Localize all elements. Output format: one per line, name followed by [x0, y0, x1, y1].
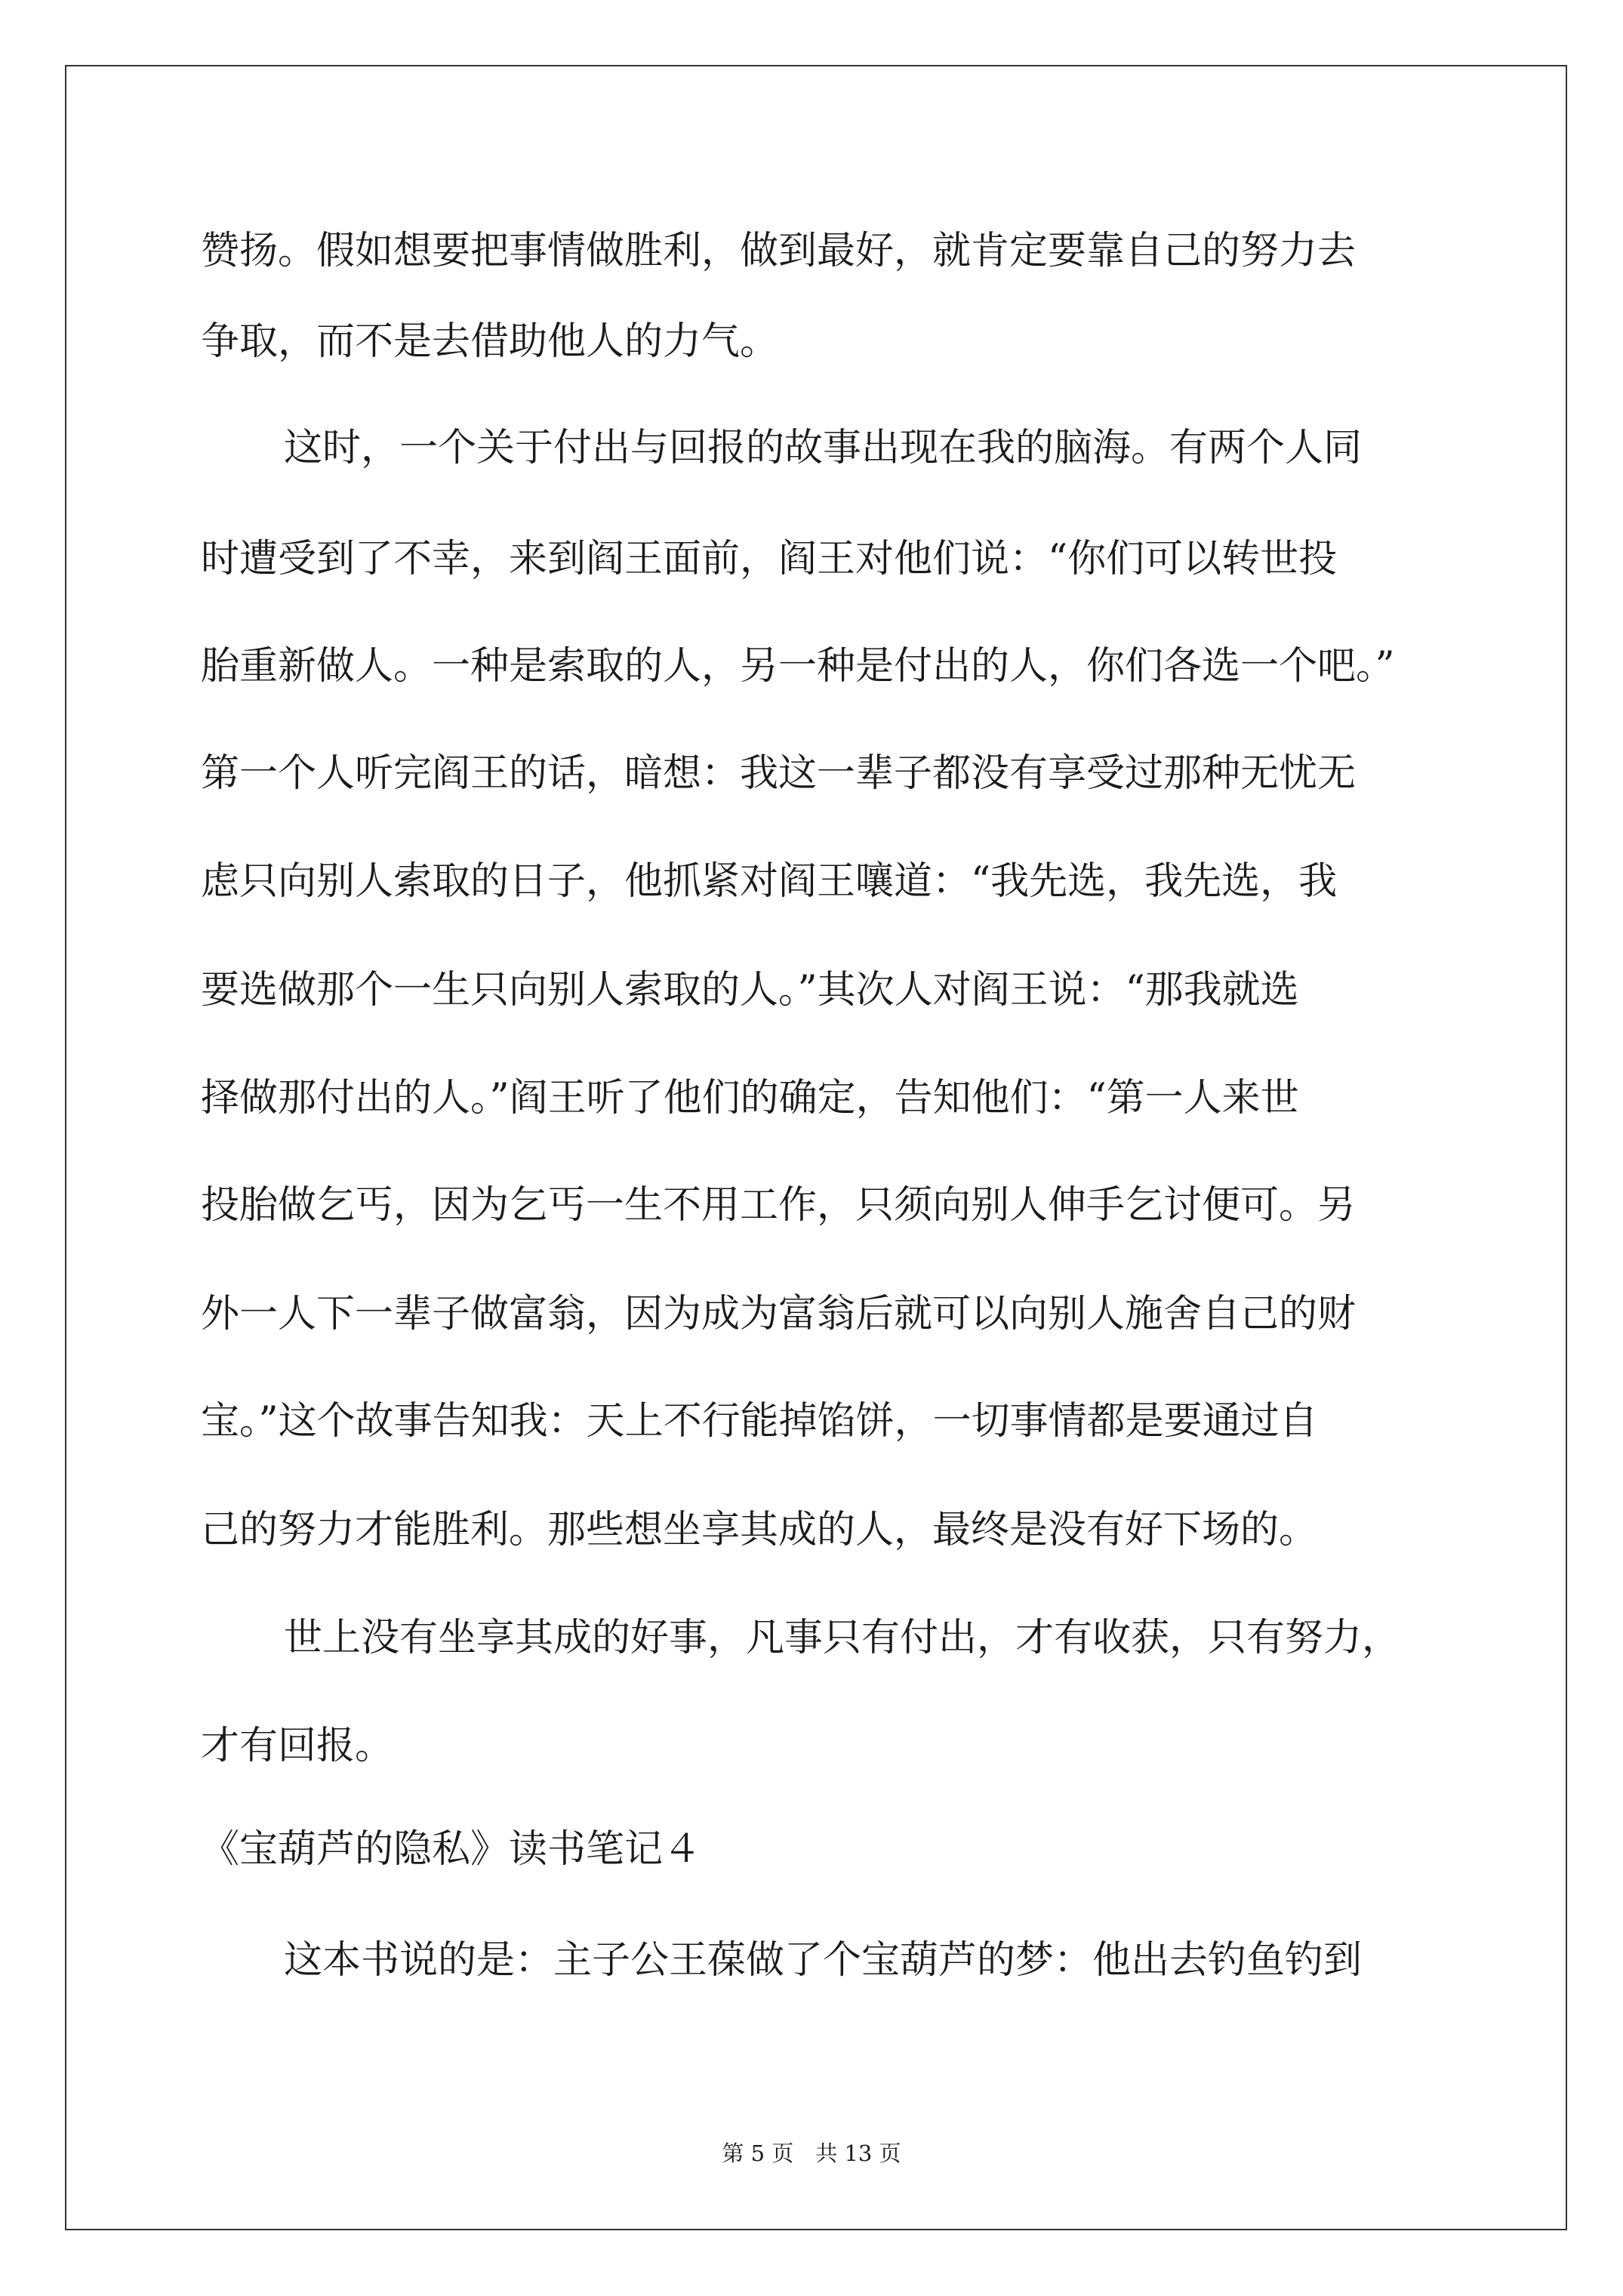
page-border — [65, 65, 1567, 2230]
text-line: 赞扬。假如想要把事情做胜利，做到最好，就肯定要靠自己的努力去 — [201, 229, 1357, 273]
text-line: 宝。”这个故事告知我：天上不行能掉馅饼，一切事情都是要通过自 — [201, 1399, 1318, 1444]
text-line: 外一人下一辈子做富翁，因为成为富翁后就可以向别人施舍自己的财 — [201, 1292, 1357, 1336]
text-line: 胎重新做人。一种是索取的人，另一种是付出的人，你们各选一个吧。” — [201, 644, 1395, 689]
text-line: 要选做那个一生只向别人索取的人。”其次人对阎王说：“那我就选 — [201, 968, 1299, 1012]
text-line: 己的努力才能胜利。那些想坐享其成的人，最终是没有好下场的。 — [201, 1508, 1318, 1552]
text-line: 争取，而不是去借助他人的力气。 — [201, 319, 779, 364]
text-line: 才有回报。 — [201, 1724, 394, 1768]
text-line: 时遭受到了不幸，来到阎王面前，阎王对他们说：“你们可以转世投 — [201, 537, 1338, 581]
text-line: 第一个人听完阎王的话，暗想：我这一辈子都没有享受过那种无忧无 — [201, 751, 1357, 796]
page-number-footer: 第 5 页 共 13 页 — [722, 2140, 901, 2166]
section-heading: 《宝葫芦的隐私》读书笔记４ — [201, 1827, 702, 1872]
text-line: 这时，一个关于付出与回报的故事出现在我的脑海。有两个人同 — [284, 426, 1363, 470]
text-line: 投胎做乞丐，因为乞丐一生不用工作，只须向别人伸手乞讨便可。另 — [201, 1183, 1357, 1228]
text-line: 世上没有坐享其成的好事，凡事只有付出，才有收获，只有努力， — [284, 1616, 1401, 1660]
text-line: 择做那付出的人。”阎王听了他们的确定，告知他们：“第一人来世 — [201, 1076, 1299, 1120]
text-line: 虑只向别人索取的日子，他抓紧对阎王嚷道：“我先选，我先选，我 — [201, 859, 1338, 904]
text-line: 这本书说的是：主子公王葆做了个宝葫芦的梦：他出去钓鱼钓到 — [284, 1938, 1363, 1983]
